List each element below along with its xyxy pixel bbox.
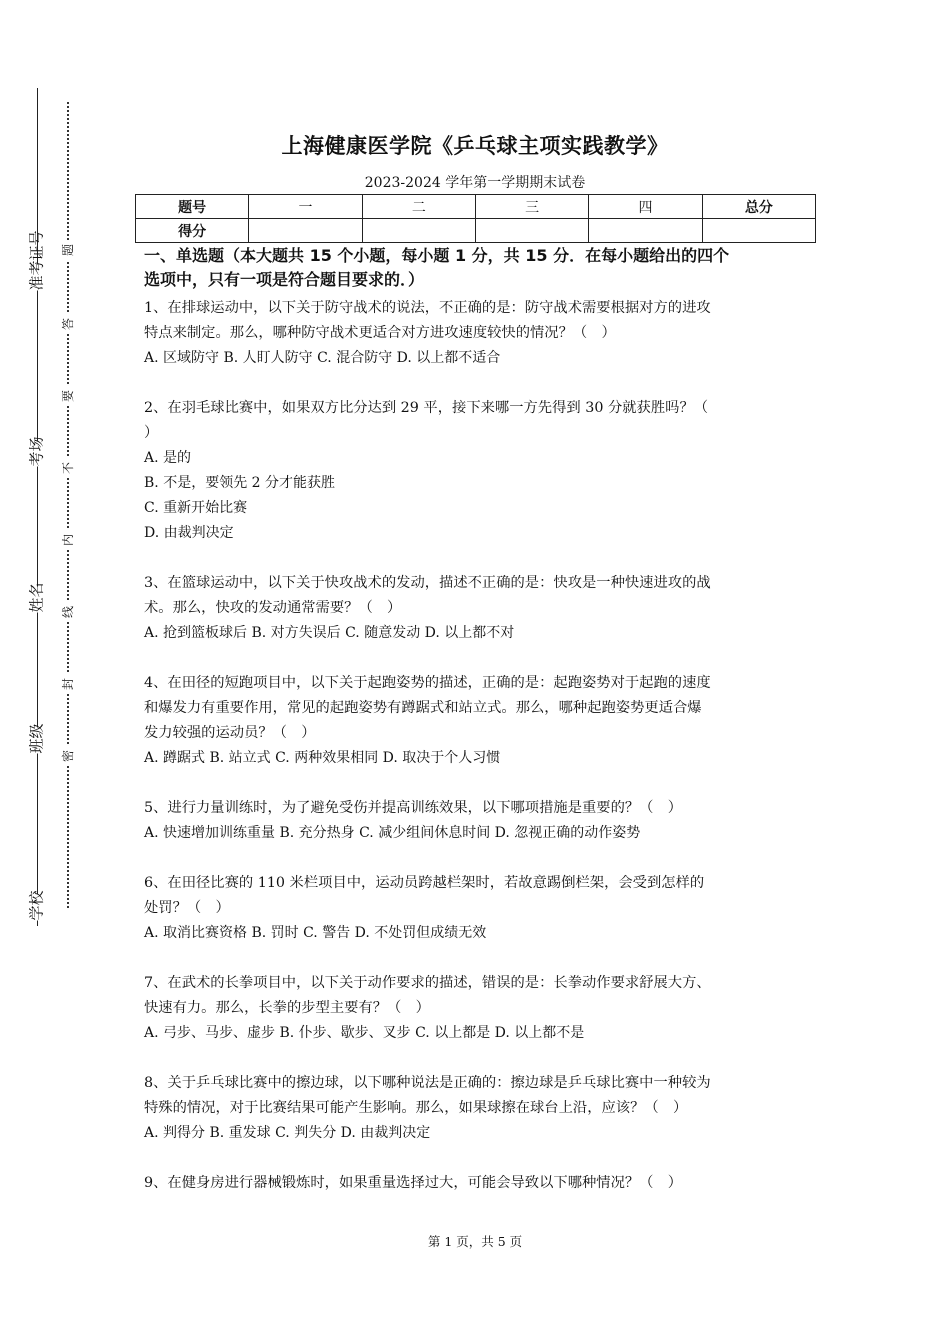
question-stem-line: 发力较强的运动员？（ ） (144, 725, 316, 741)
score-cell: 题号 (136, 195, 249, 219)
question-stem-line: 快速有力。那么，长拳的步型主要有？（ ） (144, 1000, 430, 1016)
question-stem-line: 1、在排球运动中，以下关于防守战术的说法，不正确的是：防守战术需要根据对方的进攻 (144, 300, 711, 316)
question-option-line: A. 抢到篮板球后 B. 对方失误后 C. 随意发动 D. 以上都不对 (144, 625, 515, 641)
score-cell: 一 (249, 195, 362, 219)
question-7 (144, 971, 812, 1046)
score-cell: 四 (589, 195, 702, 219)
score-table-header-row (136, 195, 816, 219)
section-title (144, 244, 812, 292)
seal-char: 密 (58, 746, 78, 766)
binding-label-school: 学校 (27, 890, 46, 921)
question-6 (144, 871, 812, 946)
question-stem-line: 处罚？（ ） (144, 900, 230, 916)
section-title-line: 一、单选题（本大题共 15 个小题，每小题 1 分，共 15 分．在每小题给出的四个 (144, 246, 730, 265)
question-option-line: A. 弓步、马步、虚步 B. 仆步、歇步、叉步 C. 以上都是 D. 以上都不是 (144, 1025, 585, 1041)
question-stem-line: 6、在田径比赛的 110 米栏项目中，运动员跨越栏架时，若故意踢倒栏架，会受到怎样的 (144, 875, 705, 891)
score-cell: 得分 (136, 219, 249, 243)
score-cell: 三 (475, 195, 588, 219)
question-stem-line: 术。那么，快攻的发动通常需要？（ ） (144, 600, 402, 616)
seal-char: 线 (58, 602, 78, 622)
question-option-line: A. 是的 (144, 450, 192, 466)
question-stem-line: 特点来制定。那么，哪种防守战术更适合对方进攻速度较快的情况？（ ） (144, 325, 616, 341)
question-2 (144, 396, 812, 546)
seal-char: 封 (58, 674, 78, 694)
binding-label-class: 班级 (27, 723, 46, 754)
seal-char: 要 (58, 386, 78, 406)
binding-line-solid (37, 88, 38, 926)
question-1 (144, 296, 812, 371)
question-stem-line: 8、关于乒乓球比赛中的擦边球，以下哪种说法是正确的：擦边球是乒乓球比赛中一种较为 (144, 1075, 711, 1091)
question-stem-line: 4、在田径的短跑项目中，以下关于起跑姿势的描述，正确的是：起跑姿势对于起跑的速度 (144, 675, 711, 691)
binding-label-exam-room: 考场 (27, 436, 46, 467)
question-4 (144, 671, 812, 771)
question-stem-line: 5、进行力量训练时，为了避免受伤并提高训练效果，以下哪项措施是重要的？（ ） (144, 800, 683, 816)
question-option-line: A. 取消比赛资格 B. 罚时 C. 警告 D. 不处罚但成绩无效 (144, 925, 487, 941)
exam-content (144, 244, 812, 1221)
score-cell: 总分 (702, 195, 815, 219)
seal-char: 内 (58, 530, 78, 550)
score-cell: 二 (362, 195, 475, 219)
page-footer: 第 1 页，共 5 页 (427, 1234, 523, 1249)
question-option-line: D. 由裁判决定 (144, 525, 234, 541)
exam-subtitle: 2023-2024 学年第一学期期末试卷 (364, 175, 586, 191)
seal-char: 题 (58, 240, 78, 260)
question-stem-line: 3、在篮球运动中，以下关于快攻战术的发动，描述不正确的是：快攻是一种快速进攻的战 (144, 575, 711, 591)
binding-line-dotted (67, 102, 69, 908)
score-input-cell[interactable] (249, 219, 362, 243)
question-9 (144, 1171, 812, 1196)
question-stem-line: ） (144, 425, 159, 441)
section-title-line: 选项中，只有一项是符合题目要求的．） (144, 270, 425, 289)
question-option-line: A. 判得分 B. 重发球 C. 判失分 D. 由裁判决定 (144, 1125, 431, 1141)
question-stem-line: 2、在羽毛球比赛中，如果双方比分达到 29 平，接下来哪一方先得到 30 分就获胜吗？（ (144, 400, 709, 416)
question-3 (144, 571, 812, 646)
question-option-line: A. 快速增加训练重量 B. 充分热身 C. 减少组间休息时间 D. 忽视正确的动作姿势 (144, 825, 641, 841)
question-5 (144, 796, 812, 846)
seal-char: 答 (58, 314, 78, 334)
question-stem-line: 特殊的情况，对于比赛结果可能产生影响。那么，如果球擦在球台上沿，应该？（ ） (144, 1100, 688, 1116)
question-list (144, 296, 812, 1196)
exam-title: 上海健康医学院《乒乓球主项实践教学》 (281, 134, 669, 158)
score-input-cell[interactable] (475, 219, 588, 243)
score-table (135, 194, 816, 243)
score-input-cell[interactable] (702, 219, 815, 243)
question-stem-line: 和爆发力有重要作用，常见的起跑姿势有蹲踞式和站立式。那么，哪种起跑姿势更适合爆 (144, 700, 702, 716)
score-table-score-row (136, 219, 816, 243)
score-input-cell[interactable] (362, 219, 475, 243)
question-option-line: C. 重新开始比赛 (144, 500, 248, 516)
binding-label-exam-id: 准考证号 (27, 230, 46, 291)
question-8 (144, 1071, 812, 1146)
question-option-line: A. 区域防守 B. 人盯人防守 C. 混合防守 D. 以上都不适合 (144, 350, 501, 366)
score-input-cell[interactable] (589, 219, 702, 243)
binding-label-name: 姓名 (27, 582, 46, 613)
seal-char: 不 (58, 458, 78, 478)
question-stem-line: 9、在健身房进行器械锻炼时，如果重量选择过大，可能会导致以下哪种情况？（ ） (144, 1175, 683, 1191)
question-option-line: A. 蹲踞式 B. 站立式 C. 两种效果相同 D. 取决于个人习惯 (144, 750, 501, 766)
question-option-line: B. 不是，要领先 2 分才能获胜 (144, 475, 335, 491)
question-stem-line: 7、在武术的长拳项目中，以下关于动作要求的描述，错误的是：长拳动作要求舒展大方、 (144, 975, 711, 991)
